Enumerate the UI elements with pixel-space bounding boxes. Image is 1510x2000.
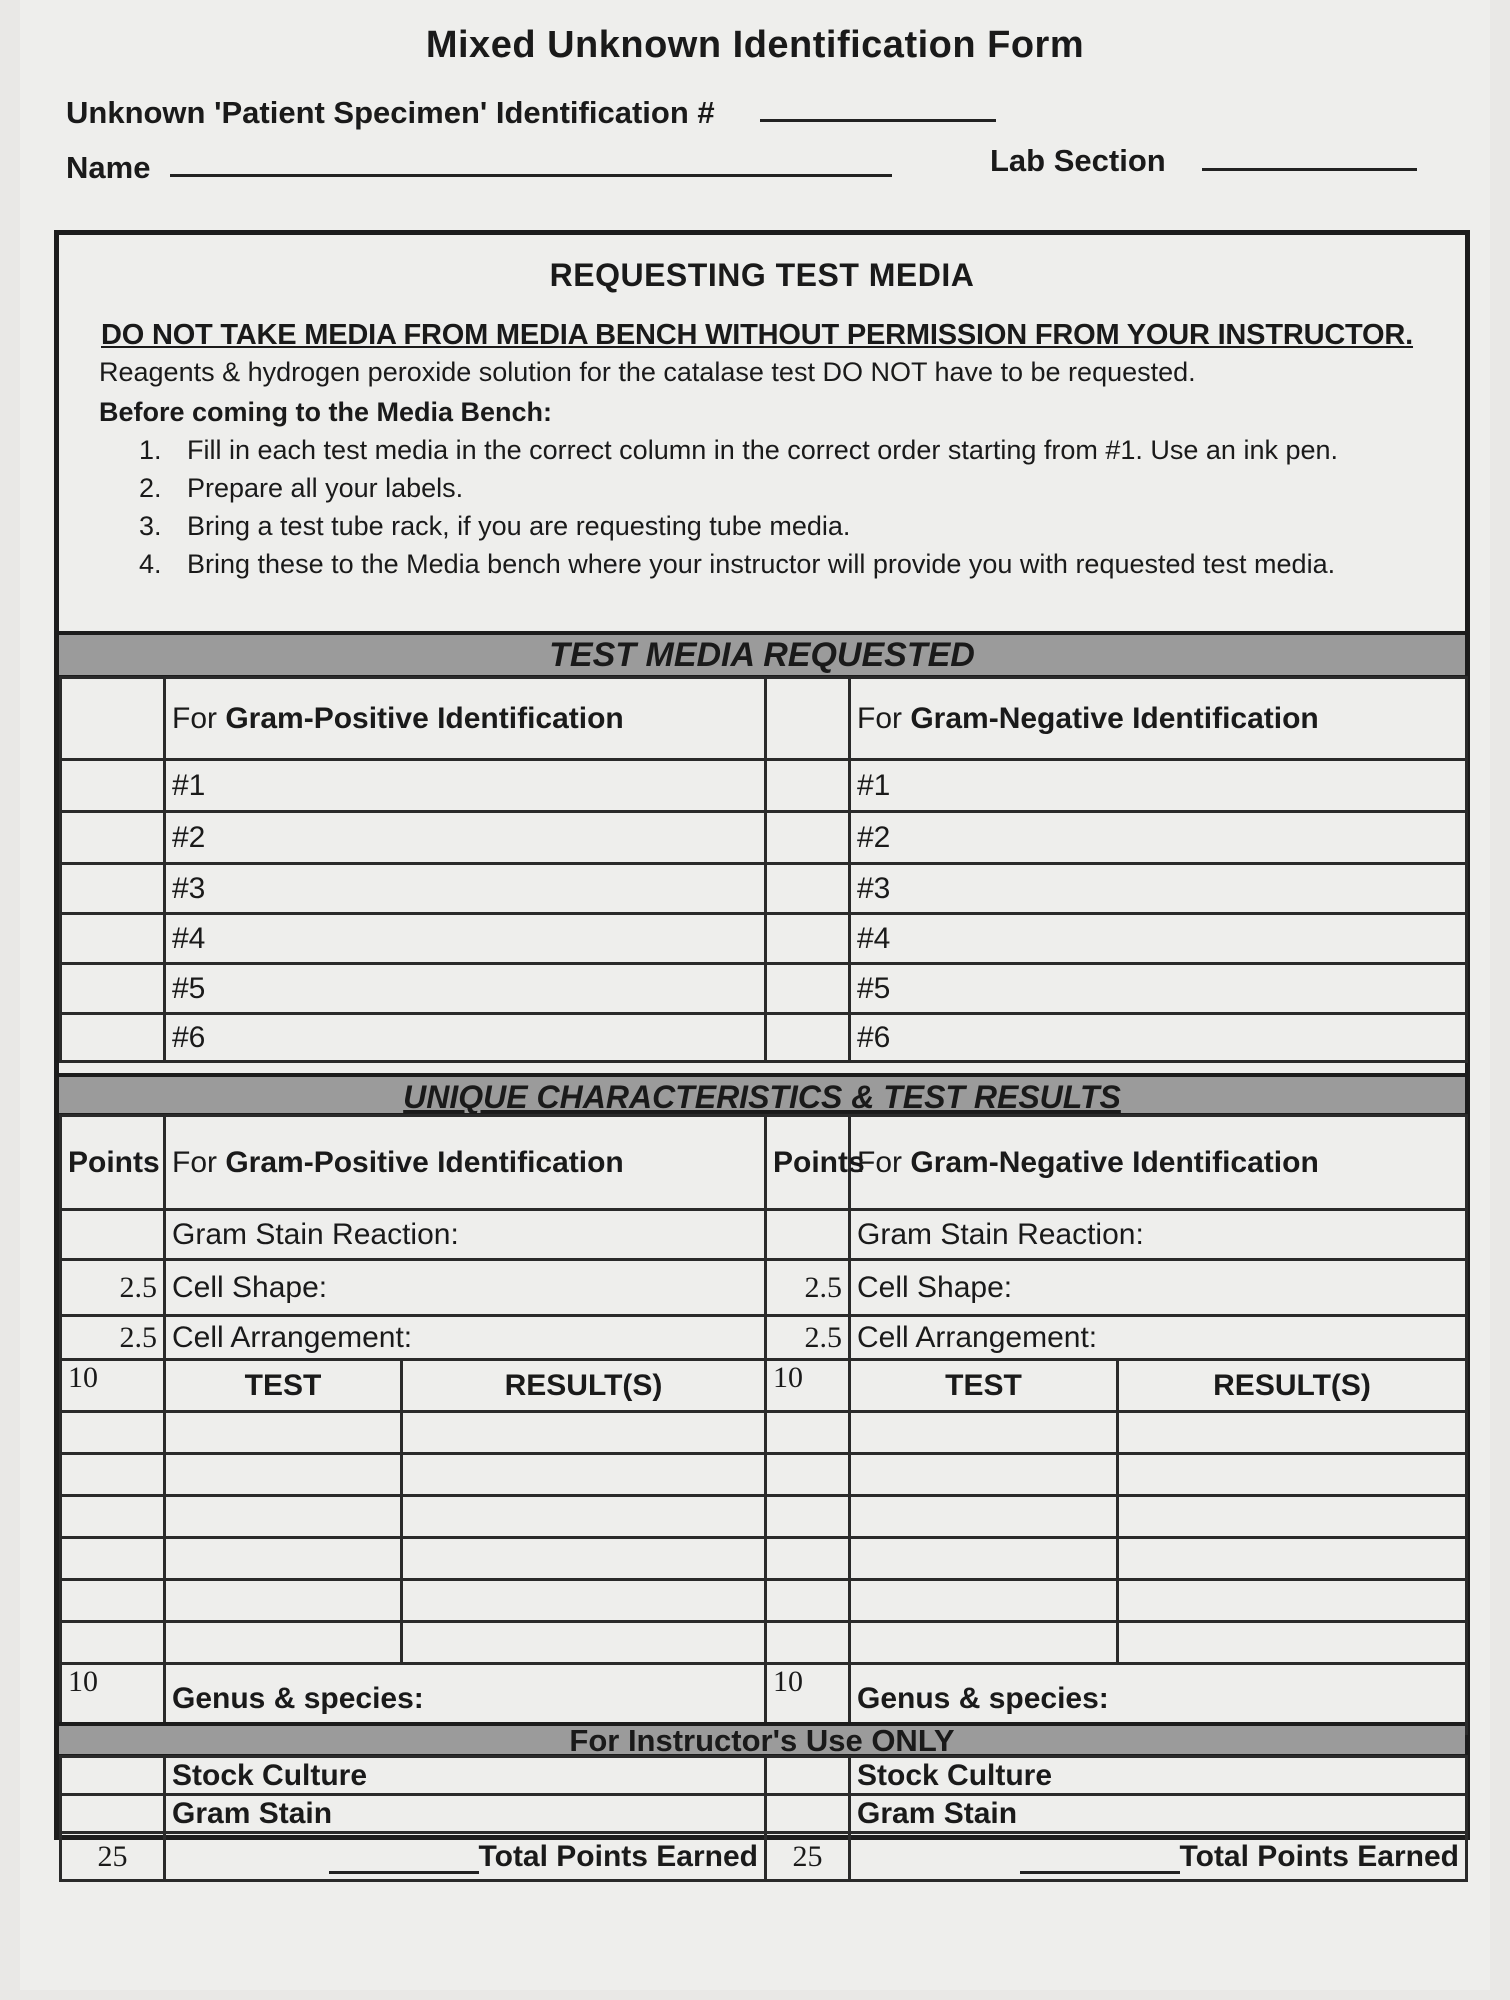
results-band: UNIQUE CHARACTERISTICS & TEST RESULTS	[59, 1073, 1465, 1117]
lab-section-label: Lab Section	[990, 143, 1166, 178]
step-3: 3. Bring a test tube rack, if you are requesting tube media.	[139, 511, 851, 541]
media-head-blank-mid	[766, 678, 850, 760]
gp-result-header: RESULT(S)	[402, 1360, 766, 1412]
gp-genus-species-field[interactable]: Genus & species:	[165, 1664, 766, 1734]
gn-test-cell[interactable]	[850, 1454, 1118, 1496]
media-head-gn: For Gram-Negative Identification	[850, 678, 1467, 760]
gn-test-cell[interactable]	[850, 1538, 1118, 1580]
test-row	[61, 1580, 1467, 1622]
gn-media-3[interactable]: #3	[850, 864, 1467, 914]
gp-test-cell[interactable]	[165, 1412, 402, 1454]
gp-gram-stain: Gram Stain	[165, 1795, 766, 1833]
gn-media-6[interactable]: #6	[850, 1014, 1467, 1062]
gn-test-cell[interactable]	[850, 1622, 1118, 1664]
form-title: Mixed Unknown Identification Form	[425, 24, 1085, 66]
gn-arrangement-points: 2.5	[766, 1316, 850, 1360]
gn-test-points: 10	[766, 1360, 850, 1412]
results-table	[59, 1114, 1468, 1735]
gp-result-cell[interactable]	[402, 1412, 766, 1454]
gn-result-cell[interactable]	[1118, 1496, 1467, 1538]
specimen-id-field[interactable]	[760, 119, 996, 122]
test-row	[61, 1538, 1467, 1580]
gn-gram-stain-field[interactable]: Gram Stain Reaction:	[850, 1210, 1467, 1260]
gn-total-points: 25	[766, 1833, 850, 1881]
results-head-gp: For Gram-Positive Identification	[165, 1116, 766, 1210]
gn-result-cell[interactable]	[1118, 1454, 1467, 1496]
gp-total-label: Total Points Earned	[478, 1839, 758, 1873]
gp-media-5[interactable]: #5	[165, 964, 766, 1014]
gn-test-cell[interactable]	[850, 1580, 1118, 1622]
gp-result-cell[interactable]	[402, 1454, 766, 1496]
media-row	[61, 760, 1467, 812]
specimen-label: Unknown 'Patient Specimen' Identification #	[66, 95, 715, 130]
media-band: TEST MEDIA REQUESTED	[59, 631, 1465, 679]
gn-result-cell[interactable]	[1118, 1538, 1467, 1580]
gn-result-header: RESULT(S)	[1118, 1360, 1467, 1412]
gp-media-6[interactable]: #6	[165, 1014, 766, 1062]
permission-warning: DO NOT TAKE MEDIA FROM MEDIA BENCH WITHOUT PERMISSION FROM YOUR INSTRUCTOR.	[101, 319, 1414, 351]
gn-media-4[interactable]: #4	[850, 914, 1467, 964]
name-field[interactable]	[170, 174, 892, 177]
gp-test-cell[interactable]	[165, 1454, 402, 1496]
gp-shape-points: 2.5	[61, 1260, 165, 1316]
gn-result-cell[interactable]	[1118, 1622, 1467, 1664]
gp-total-row	[165, 1833, 766, 1881]
gn-shape-points: 2.5	[766, 1260, 850, 1316]
gn-total-row	[850, 1833, 1467, 1881]
gp-result-cell[interactable]	[402, 1580, 766, 1622]
gp-arrangement-points: 2.5	[61, 1316, 165, 1360]
gp-points-header: Points	[61, 1116, 165, 1210]
gn-media-5[interactable]: #5	[850, 964, 1467, 1014]
media-row	[61, 864, 1467, 914]
gp-test-cell[interactable]	[165, 1496, 402, 1538]
gn-result-cell[interactable]	[1118, 1580, 1467, 1622]
results-head-gn: For Gram-Negative Identification	[850, 1116, 1467, 1210]
gn-result-cell[interactable]	[1118, 1412, 1467, 1454]
test-row	[61, 1622, 1467, 1664]
gn-test-header: TEST	[850, 1360, 1118, 1412]
test-row	[61, 1454, 1467, 1496]
gp-total-points: 25	[61, 1833, 165, 1881]
gp-media-2[interactable]: #2	[165, 812, 766, 864]
gp-test-header: TEST	[165, 1360, 402, 1412]
gn-genus-points: 10	[766, 1664, 850, 1734]
before-heading: Before coming to the Media Bench:	[99, 397, 553, 427]
gn-cell-arrangement-field[interactable]: Cell Arrangement:	[850, 1316, 1467, 1360]
media-table	[59, 676, 1468, 1063]
gp-result-cell[interactable]	[402, 1538, 766, 1580]
step-4: 4. Bring these to the Media bench where your instructor will provide you with requested test media.	[139, 549, 1336, 579]
gp-result-cell[interactable]	[402, 1496, 766, 1538]
gn-points-header: Points	[766, 1116, 850, 1210]
gp-gram-stain-field[interactable]: Gram Stain Reaction:	[165, 1210, 766, 1260]
reagents-note: Reagents & hydrogen peroxide solution for the catalase test DO NOT have to be requested.	[99, 357, 1196, 387]
gp-test-points: 10	[61, 1360, 165, 1412]
gp-genus-points: 10	[61, 1664, 165, 1734]
test-row	[61, 1412, 1467, 1454]
name-label: Name	[66, 150, 151, 185]
gn-gram-stain: Gram Stain	[850, 1795, 1467, 1833]
gp-media-3[interactable]: #3	[165, 864, 766, 914]
gp-result-cell[interactable]	[402, 1622, 766, 1664]
gn-test-cell[interactable]	[850, 1412, 1118, 1454]
requesting-title: REQUESTING TEST MEDIA	[549, 257, 975, 293]
gp-total-field[interactable]	[329, 1847, 479, 1874]
media-head-blank-left	[61, 678, 165, 760]
lab-section-field[interactable]	[1202, 168, 1417, 171]
gp-cell-shape-field[interactable]: Cell Shape:	[165, 1260, 766, 1316]
gn-media-1[interactable]: #1	[850, 760, 1467, 812]
gp-test-cell[interactable]	[165, 1580, 402, 1622]
gp-cell-arrangement-field[interactable]: Cell Arrangement:	[165, 1316, 766, 1360]
instructor-table	[59, 1755, 1468, 1882]
gp-test-cell[interactable]	[165, 1622, 402, 1664]
form-box	[54, 230, 1470, 1873]
gn-total-label: Total Points Earned	[1179, 1839, 1459, 1873]
gn-total-field[interactable]	[1020, 1847, 1180, 1874]
test-row	[61, 1496, 1467, 1538]
step-1: 1. Fill in each test media in the correct column in the correct order starting from #1. Use an ink pen.	[139, 435, 1339, 465]
gp-test-cell[interactable]	[165, 1538, 402, 1580]
gp-stock-culture: Stock Culture	[165, 1757, 766, 1795]
gn-stock-culture: Stock Culture	[850, 1757, 1467, 1795]
media-row	[61, 1014, 1467, 1062]
instructor-band: For Instructor's Use ONLY	[59, 1722, 1465, 1758]
gp-media-1[interactable]: #1	[165, 760, 766, 812]
gn-media-2[interactable]: #2	[850, 812, 1467, 864]
step-2: 2. Prepare all your labels.	[139, 473, 464, 503]
media-head-gp: For Gram-Positive Identification	[165, 678, 766, 760]
gn-genus-species-field[interactable]: Genus & species:	[850, 1664, 1467, 1734]
gp-media-4[interactable]: #4	[165, 914, 766, 964]
media-row	[61, 914, 1467, 964]
media-row	[61, 812, 1467, 864]
gn-cell-shape-field[interactable]: Cell Shape:	[850, 1260, 1467, 1316]
gn-test-cell[interactable]	[850, 1496, 1118, 1538]
media-row	[61, 964, 1467, 1014]
